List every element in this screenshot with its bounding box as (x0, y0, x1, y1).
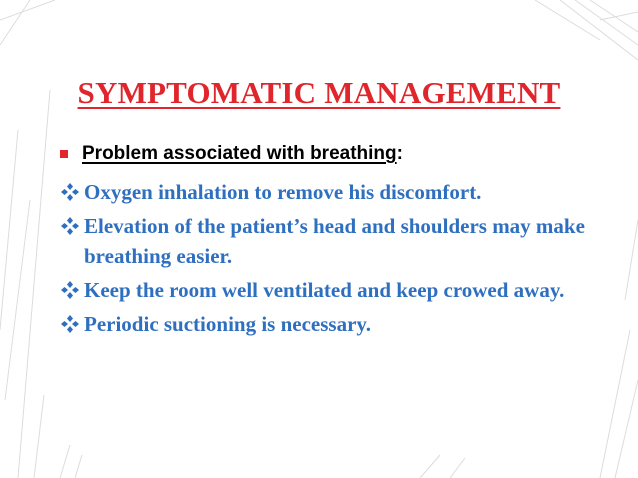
four-diamond-bullet-icon (60, 309, 82, 339)
square-bullet-icon (60, 150, 68, 158)
subheading-colon: : (396, 143, 403, 164)
four-diamond-bullet-icon (60, 275, 82, 305)
slide-title-text: SYMPTOMATIC MANAGEMENT (77, 75, 561, 110)
list-item (60, 211, 620, 271)
subheading (60, 140, 403, 168)
list-item (60, 309, 620, 339)
list-item (60, 177, 620, 207)
slide-title (0, 74, 638, 112)
four-diamond-bullet-icon (60, 211, 82, 241)
bullet-list (60, 177, 620, 343)
list-item (60, 275, 620, 305)
list-item-text: Elevation of the patient’s head and shoulders may make breathing easier. (84, 214, 585, 268)
subheading-text: Problem associated with breathing (82, 143, 397, 164)
four-diamond-bullet-icon (60, 177, 82, 207)
list-item-text: Periodic suctioning is necessary. (84, 312, 371, 336)
list-item-text: Oxygen inhalation to remove his discomfort. (84, 180, 482, 204)
list-item-text: Keep the room well ventilated and keep crowed away. (84, 278, 565, 302)
